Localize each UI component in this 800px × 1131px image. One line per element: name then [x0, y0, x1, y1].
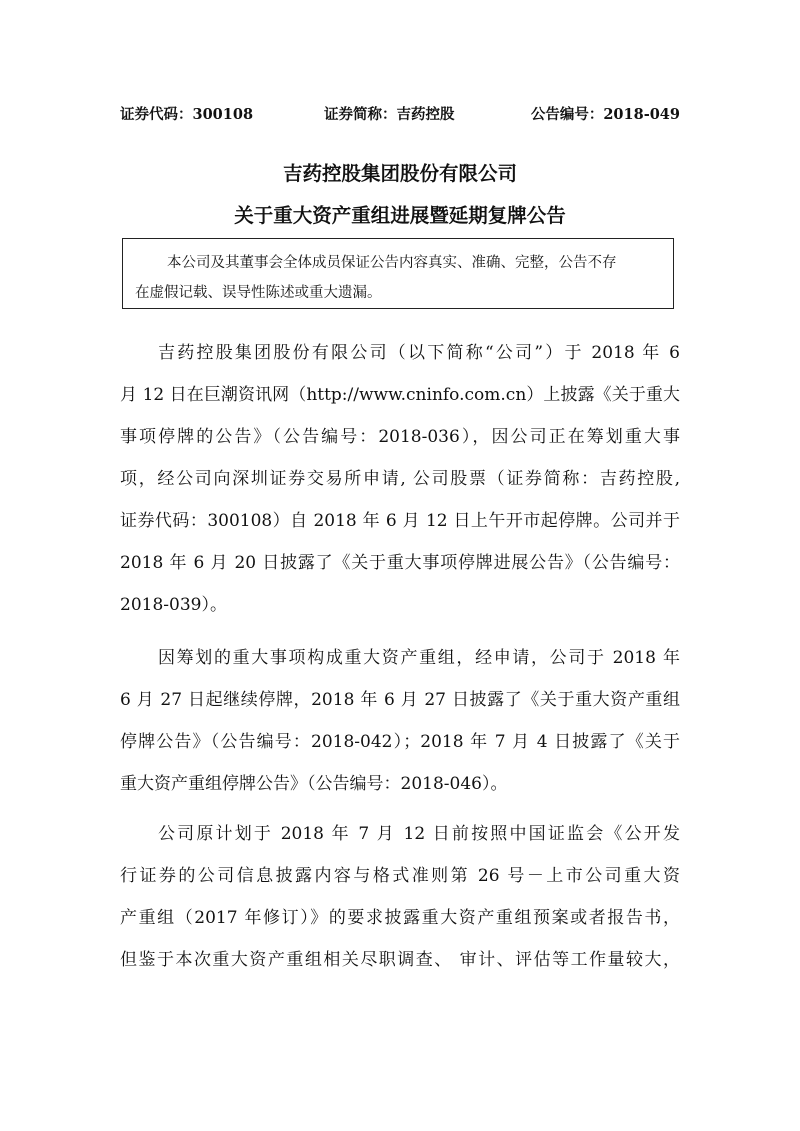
paragraph-line: 6 月 27 日起继续停牌，2018 年 6 月 27 日披露了《关于重大资产重组: [120, 690, 680, 710]
paragraph-line: 停牌公告》（公告编号：2018-042）；2018 年 7 月 4 日披露了《关于: [120, 732, 680, 752]
stock-abbreviation: 证券简称：吉药控股: [324, 106, 455, 123]
paragraph-line: 行证券的公司信息披露内容与格式准则第 26 号－上市公司重大资: [120, 866, 680, 886]
paragraph-line: 月 12 日在巨潮资讯网（http://www.cninfo.com.cn）上披露《关于重大: [120, 385, 680, 405]
disclaimer-box: [122, 238, 674, 309]
paragraph-line: 项，经公司向深圳证券交易所申请, 公司股票（证券简称：吉药控股,: [120, 469, 680, 489]
announcement-number: 公告编号：2018-049: [530, 106, 680, 123]
paragraph-line: 吉药控股集团股份有限公司（以下简称“公司”）于 2018 年 6: [158, 343, 680, 363]
paragraph-line: 证券代码：300108）自 2018 年 6 月 12 日上午开市起停牌。公司并于: [120, 511, 680, 531]
paragraph-line: 重大资产重组停牌公告》（公告编号：2018-046）。: [120, 774, 508, 794]
stock-code: 证券代码：300108: [120, 106, 254, 123]
announcement-title: 关于重大资产重组进展暨延期复牌公告: [234, 204, 566, 227]
company-title: 吉药控股集团股份有限公司: [282, 162, 517, 185]
disclaimer-line: 在虚假记载、误导性陈述或重大遗漏。: [135, 285, 382, 301]
paragraph-line: 事项停牌的公告》（公告编号：2018-036），因公司正在筹划重大事: [120, 427, 680, 447]
paragraph-line: 2018 年 6 月 20 日披露了《关于重大事项停牌进展公告》（公告编号：: [120, 553, 680, 573]
paragraph-line: 但鉴于本次重大资产重组相关尽职调查、 审计、评估等工作量较大，: [120, 950, 680, 970]
announcement-header: [120, 103, 680, 125]
paragraph-line: 2018-039）。: [120, 595, 227, 615]
paragraph-line: 公司原计划于 2018 年 7 月 12 日前按照中国证监会《公开发: [158, 824, 680, 844]
paragraph-line: 产重组（2017 年修订）》的要求披露重大资产重组预案或者报告书，: [120, 908, 680, 928]
disclaimer-line: 本公司及其董事会全体成员保证公告内容真实、准确、完整，公告不存: [167, 255, 617, 271]
paragraph-line: 因筹划的重大事项构成重大资产重组，经申请，公司于 2018 年: [158, 648, 680, 668]
